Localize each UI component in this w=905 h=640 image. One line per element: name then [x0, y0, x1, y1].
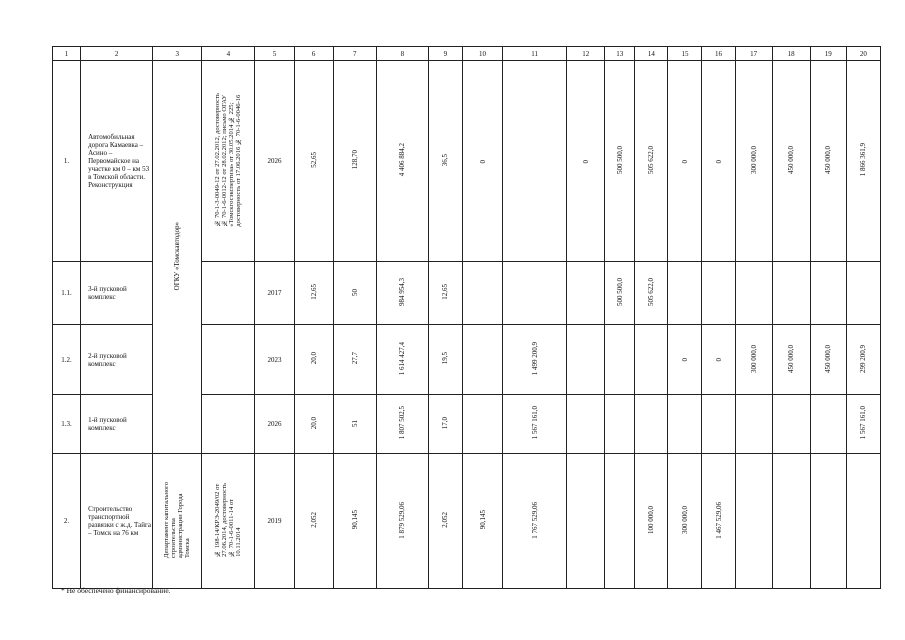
header-cell-17: 17: [735, 47, 772, 61]
value-cell: [702, 325, 735, 395]
docs-cell: [202, 61, 255, 262]
footnote: * Не обеспечено финансирование.: [61, 586, 171, 595]
year-cell: 2026: [255, 395, 294, 454]
value: 0: [680, 159, 689, 163]
value-cell: [605, 454, 635, 589]
value-cell: [702, 61, 735, 262]
value-cell: [376, 325, 428, 395]
value-cell: [735, 395, 772, 454]
value: 52,65: [309, 152, 318, 168]
value: 1 614 427,4: [398, 341, 407, 376]
docs-cell: [202, 454, 255, 589]
value: 36,5: [441, 153, 450, 167]
value: 0: [581, 159, 590, 163]
customer-cell: [153, 61, 202, 454]
value-cell: [772, 454, 810, 589]
value: 0: [714, 159, 723, 163]
value: 299 200,9: [859, 344, 868, 373]
header-cell-1: 1: [53, 47, 81, 61]
value-cell: [333, 262, 376, 325]
header-cell-4: 4: [202, 47, 255, 61]
value-cell: [462, 454, 502, 589]
header-cell-5: 5: [255, 47, 294, 61]
value: 450 000,0: [787, 146, 796, 174]
value-cell: [846, 395, 880, 454]
value: 0: [478, 159, 487, 163]
value: 450 000,0: [824, 344, 833, 373]
header-cell-7: 7: [333, 47, 376, 61]
value-cell: [605, 61, 635, 262]
value: 1 767 529,06: [530, 501, 539, 539]
value: 12,65: [309, 284, 318, 300]
value: 128,70: [350, 150, 359, 170]
value-cell: [428, 262, 462, 325]
value: 450 000,0: [787, 344, 796, 373]
value-cell: [605, 395, 635, 454]
year-cell: 2026: [255, 61, 294, 262]
value: 51: [350, 419, 359, 427]
value-cell: [376, 454, 428, 589]
value-cell: [810, 454, 846, 589]
object-name: 1-й пусковой комплекс: [81, 395, 153, 454]
value: 1 567 161,0: [530, 406, 539, 440]
value-cell: [735, 325, 772, 395]
value-cell: [294, 395, 333, 454]
financing-table: [52, 46, 881, 589]
object-name: Автомобильная дорога Камаевка – Асино – Первомайское на участке км 0 – км 53 в Томской области. Реконструкция: [81, 61, 153, 262]
object-name: 2-й пусковой комплекс: [81, 325, 153, 395]
value-cell: [605, 262, 635, 325]
value-cell: [428, 454, 462, 589]
value-cell: [503, 262, 567, 325]
value: 984 954,3: [398, 278, 407, 306]
value-cell: [810, 61, 846, 262]
header-cell-18: 18: [772, 47, 810, 61]
header-cell-8: 8: [376, 47, 428, 61]
row-number: 2.: [53, 454, 81, 589]
value: 1 499 200,9: [530, 341, 539, 376]
value-cell: [668, 395, 702, 454]
table-row: [53, 454, 881, 589]
value: 12,65: [441, 284, 450, 300]
value-cell: [333, 395, 376, 454]
customer-text: ОГКУ «Томскавтодор»: [173, 221, 182, 291]
value: 17,0: [441, 416, 450, 430]
row-number: 1.: [53, 61, 81, 262]
value: 500 500,0: [615, 146, 624, 174]
value-cell: [635, 454, 668, 589]
header-cell-10: 10: [462, 47, 502, 61]
docs-text: № 198-14/КРЭ-2049/02 от 27.06.2014, достоверность № 70-1-6-0011-14 от 10.11.2014: [214, 483, 243, 557]
value-cell: [668, 61, 702, 262]
value-cell: [846, 454, 880, 589]
value-cell: [376, 61, 428, 262]
row-number: 1.2.: [53, 325, 81, 395]
row-number: 1.1.: [53, 262, 81, 325]
header-cell-16: 16: [702, 47, 735, 61]
value-cell: [567, 395, 605, 454]
year-cell: 2019: [255, 454, 294, 589]
value-cell: [462, 325, 502, 395]
value-cell: [668, 262, 702, 325]
value: 90,145: [350, 510, 359, 530]
value-cell: [294, 61, 333, 262]
value-cell: [294, 325, 333, 395]
value-cell: [462, 395, 502, 454]
value: 19,5: [441, 352, 450, 365]
docs-cell: [202, 325, 255, 395]
value-cell: [735, 262, 772, 325]
value-cell: [735, 454, 772, 589]
value-cell: [810, 262, 846, 325]
value-cell: [333, 454, 376, 589]
header-cell-19: 19: [810, 47, 846, 61]
value-cell: [503, 454, 567, 589]
value-cell: [376, 262, 428, 325]
value: 1 567 161,0: [859, 406, 868, 440]
value-cell: [294, 454, 333, 589]
value-cell: [567, 325, 605, 395]
value: 0: [680, 358, 689, 362]
value-cell: [846, 61, 880, 262]
row-number: 1.3.: [53, 395, 81, 454]
value-cell: [810, 325, 846, 395]
header-cell-12: 12: [567, 47, 605, 61]
value-cell: [567, 262, 605, 325]
value-cell: [635, 395, 668, 454]
value-cell: [702, 395, 735, 454]
docs-cell: [202, 262, 255, 325]
customer-cell: [153, 454, 202, 589]
value: 300 000,0: [749, 344, 758, 373]
value-cell: [735, 61, 772, 262]
value-cell: [428, 61, 462, 262]
header-cell-11: 11: [503, 47, 567, 61]
value-cell: [567, 454, 605, 589]
header-cell-3: 3: [153, 47, 202, 61]
header-cell-15: 15: [668, 47, 702, 61]
value: 1 807 502,5: [398, 406, 407, 440]
value: 505 622,0: [647, 146, 656, 174]
value-cell: [567, 61, 605, 262]
value-cell: [605, 325, 635, 395]
value: 500 500,0: [615, 278, 624, 306]
value-cell: [635, 61, 668, 262]
value: 20,0: [309, 352, 318, 365]
value-cell: [702, 454, 735, 589]
value-cell: [846, 262, 880, 325]
value: 2,052: [441, 512, 450, 528]
value-cell: [810, 395, 846, 454]
value-cell: [376, 395, 428, 454]
value: 100 000,0: [647, 506, 656, 534]
value: 1 866 361,9: [859, 143, 868, 177]
header-cell-14: 14: [635, 47, 668, 61]
header-cell-13: 13: [605, 47, 635, 61]
value-cell: [702, 262, 735, 325]
value-cell: [635, 262, 668, 325]
value-cell: [503, 61, 567, 262]
value: 300 000,0: [680, 506, 689, 534]
header-cell-20: 20: [846, 47, 880, 61]
value-cell: [462, 262, 502, 325]
value-cell: [772, 262, 810, 325]
value: 2,052: [309, 512, 318, 528]
value: 0: [714, 358, 723, 362]
value-cell: [668, 325, 702, 395]
year-cell: 2017: [255, 262, 294, 325]
docs-cell: [202, 395, 255, 454]
year-cell: 2023: [255, 325, 294, 395]
value: 90,145: [478, 510, 487, 530]
value-cell: [462, 61, 502, 262]
value: 1 467 529,06: [714, 501, 723, 539]
value-cell: [333, 325, 376, 395]
value: 27,7: [350, 352, 359, 365]
header-cell-2: 2: [81, 47, 153, 61]
customer-text: Департамент капитального строительства администрации Города Томска: [163, 481, 192, 559]
value: 1 879 529,06: [398, 501, 407, 539]
docs-text: № 70-1-3-0049-12 от 27.02.2012, достоверность № 70-1-6-0012-12 от 28.02.2012; письмо ОГАУ «Томскгосэкспертиза» от 30.05.2014 № 225; достоверность от 17.06.2016 № 70-1-6-0046-16: [214, 93, 243, 227]
object-name: 3-й пусковой комплекс: [81, 262, 153, 325]
value-cell: [668, 454, 702, 589]
value-cell: [635, 325, 668, 395]
value-cell: [772, 61, 810, 262]
value-cell: [428, 395, 462, 454]
value: 300 000,0: [749, 146, 758, 174]
value-cell: [294, 262, 333, 325]
value-cell: [846, 325, 880, 395]
value: 20,0: [309, 416, 318, 430]
header-cell-6: 6: [294, 47, 333, 61]
value-cell: [772, 395, 810, 454]
header-row: [53, 47, 881, 61]
value-cell: [428, 325, 462, 395]
value: 4 406 884,2: [398, 143, 407, 177]
value-cell: [772, 325, 810, 395]
header-cell-9: 9: [428, 47, 462, 61]
value: 505 622,0: [647, 278, 656, 306]
value: 50: [350, 288, 359, 296]
value: 450 000,0: [824, 146, 833, 174]
value-cell: [503, 325, 567, 395]
value-cell: [503, 395, 567, 454]
value-cell: [333, 61, 376, 262]
table-row: [53, 61, 881, 262]
object-name: Строительство транспортной развязки с ж.д. Тайга – Томск на 76 км: [81, 454, 153, 589]
